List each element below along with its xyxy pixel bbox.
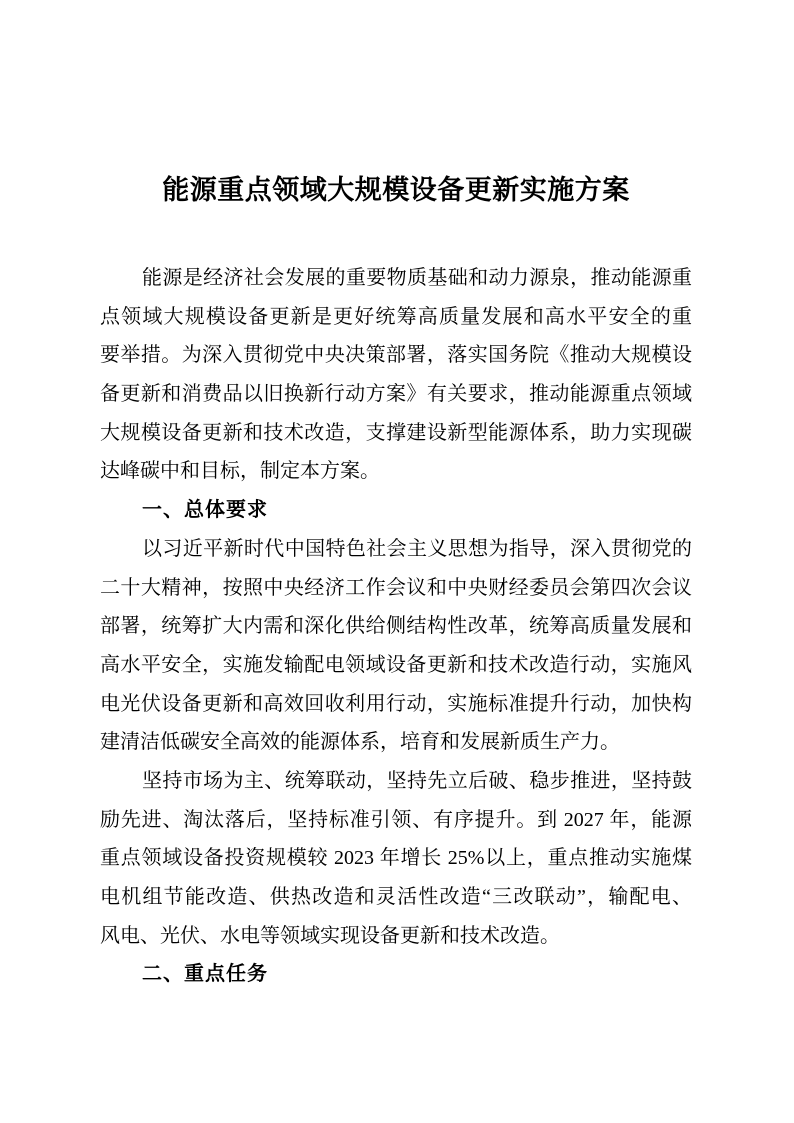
document-body [100,259,692,994]
paragraph-line: 二十大精神，按照中央经济工作会议和中央财经委员会第四次会议 [100,576,692,599]
paragraph-line: 建清洁低碳安全高效的能源体系，培育和发展新质生产力。 [100,731,620,754]
paragraph-line: 要举措。为深入贯彻党中央决策部署，落实国务院《推动大规模设 [100,344,692,367]
paragraph-line: 坚持市场为主、统筹联动，坚持先立后破、稳步推进，坚持鼓 [142,769,692,792]
document-title: 能源重点领域大规模设备更新实施方案 [162,175,630,205]
paragraph-line: 备更新和消费品以旧换新行动方案》有关要求，推动能源重点领域 [100,383,692,406]
paragraph-line: 达峰碳中和目标，制定本方案。 [100,460,380,483]
paragraph-line: 励先进、淘汰落后，坚持标准引领、有序提升。到 2027 年，能源 [100,808,692,831]
paragraph-line: 能源是经济社会发展的重要物质基础和动力源泉，推动能源重 [142,267,692,289]
paragraph-line: 重点领域设备投资规模较 2023 年增长 25%以上，重点推动实施煤 [100,847,692,870]
section-heading: 一、总体要求 [142,499,268,522]
paragraph-line: 电光伏设备更新和高效回收利用行动，实施标准提升行动，加快构 [100,692,692,715]
paragraph-line: 点领域大规模设备更新是更好统筹高质量发展和高水平安全的重 [100,305,692,328]
section-heading: 二、重点任务 [142,963,268,986]
paragraph-line: 大规模设备更新和技术改造，支撑建设新型能源体系，助力实现碳 [100,421,692,444]
paragraph-line: 风电、光伏、水电等领域实现设备更新和技术改造。 [100,924,560,947]
paragraph-line: 部署，统筹扩大内需和深化供给侧结构性改革，统筹高质量发展和 [100,615,692,638]
paragraph-line: 电机组节能改造、供热改造和灵活性改造“三改联动”，输配电、 [100,886,692,908]
paragraph-line: 高水平安全，实施发输配电领域设备更新和技术改造行动，实施风 [100,653,692,676]
paragraph-line: 以习近平新时代中国特色社会主义思想为指导，深入贯彻党的 [142,537,692,560]
